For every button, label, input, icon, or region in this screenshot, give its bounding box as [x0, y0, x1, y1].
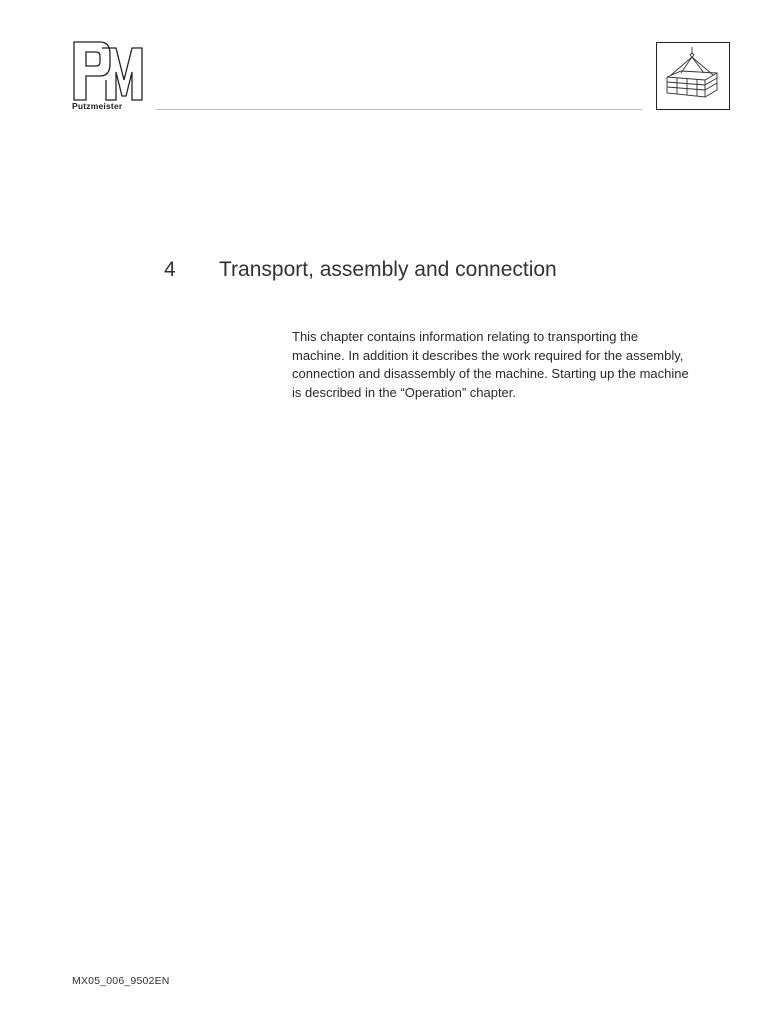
- logo-wordmark: Putzmeister: [72, 101, 123, 111]
- chapter-title: Transport, assembly and connection: [219, 258, 557, 281]
- putzmeister-logo: [72, 40, 144, 114]
- header-divider: [156, 109, 642, 110]
- crane-lifting-load-icon: [656, 42, 730, 110]
- pm-monogram-icon: [72, 40, 144, 102]
- chapter-number: 4: [164, 258, 176, 281]
- chapter-intro-paragraph: This chapter contains information relating to transporting the machine. In addition it describes the work required for the assembly, connection and disassembly of the machine. Starting up the machine is described in the “Operation” chapter.: [292, 329, 689, 400]
- document-code: MX05_006_9502EN: [72, 975, 170, 987]
